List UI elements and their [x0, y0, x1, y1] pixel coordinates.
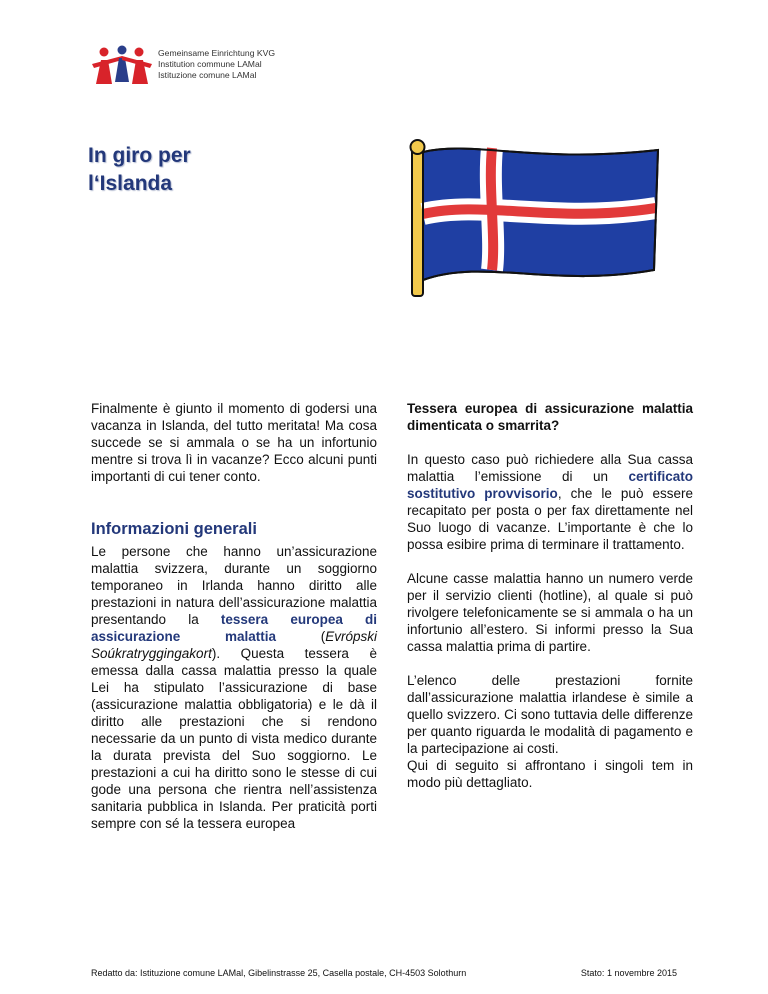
text-span: ). Questa tessera è emessa dalla cassa malattia presso la quale Lei ha stipulato l’assicurazione di base (assicurazione malattia obbligatoria) e le dà il diritto alle prestazioni che si rendono necessarie da un punto di vista medico durante la durata prevista del Suo soggiorno. Le prestazioni a cui ha diritto sono le stesse di cui gode una persona che rientra nell’assistenza sanitaria pubblica in Islanda. Per praticità porti sempre con sé la tessera europea: [91, 646, 377, 831]
page-title-line: In giro per: [88, 144, 191, 167]
replacement-paragraph: [407, 451, 693, 553]
text-span: Le persone che hanno un’assicurazione malattia svizzera, durante un soggiorno temporaneo in Irlanda hanno diritto alle prestazioni in natura dell’assicurazione malattia presentando la: [91, 544, 377, 627]
details-paragraph: Qui di seguito si affrontano i singoli tem in modo più dettagliato.: [407, 758, 693, 790]
certificate-link[interactable]: certificato sostitutivo provvisorio: [407, 469, 693, 501]
right-column: [407, 400, 693, 791]
iceland-flag-icon: [404, 138, 660, 298]
general-info-paragraph: [91, 543, 377, 832]
text-span: In questo caso può richiedere alla Sua cassa malattia l’emissione di un: [407, 452, 693, 484]
intro-paragraph: Finalmente è giunto il momento di godersi una vacanza in Islanda, del tutto meritata! Ma cosa succede se si ammala o se ha un infortunio mentre si trova lì in vacanze? Ecco alcuni punti importanti di cui tener conto.: [91, 401, 377, 484]
logo-people-icon: [92, 44, 152, 88]
logo-line: Institution commune LAMal: [158, 59, 262, 69]
footer-date: Stato: 1 novembre 2015: [580, 968, 677, 978]
page-title-line: l‘Islanda: [88, 172, 173, 195]
footer-address: Redatto da: Istituzione comune LAMal, Gibelinstrasse 25, Casella postale, CH-4503 Solothurn: [91, 968, 467, 978]
ehic-link[interactable]: tessera europea di assicurazione malattia: [91, 612, 377, 644]
logo-text: [158, 48, 275, 81]
services-paragraph: L’elenco delle prestazioni fornite dall’assicurazione malattia irlandese è simile a quello svizzero. Ci sono tuttavia delle differenze per quanto riguarda le modalità di pagamento e la partecipazione ai costi.: [407, 673, 693, 756]
hotline-paragraph: Alcune casse malattia hanno un numero verde per il servizio clienti (hotline), al quale si può rivolgere telefonicamente se si ammala o ha un infortunio all’estero. Si informi presso la Sua cassa malattia prima di partire.: [407, 571, 693, 654]
logo: [92, 44, 292, 88]
text-span: , che le può essere recapitato per posta o per fax direttamente nel Suo luogo di vacanze. L’importante è che lo possa esibire prima di terminare il trattamento.: [407, 486, 693, 552]
right-heading: Tessera europea di assicurazione malattia dimenticata o smarrita?: [407, 401, 693, 433]
logo-line: Istituzione comune LAMal: [158, 70, 257, 80]
text-span: (: [276, 629, 326, 644]
left-column: [91, 400, 377, 832]
page-title: [88, 142, 191, 198]
logo-line: Gemeinsame Einrichtung KVG: [158, 48, 276, 58]
section-heading: Informazioni generali: [91, 520, 257, 538]
italic-term: Evrópski Soúkratryggingakort: [91, 629, 377, 661]
